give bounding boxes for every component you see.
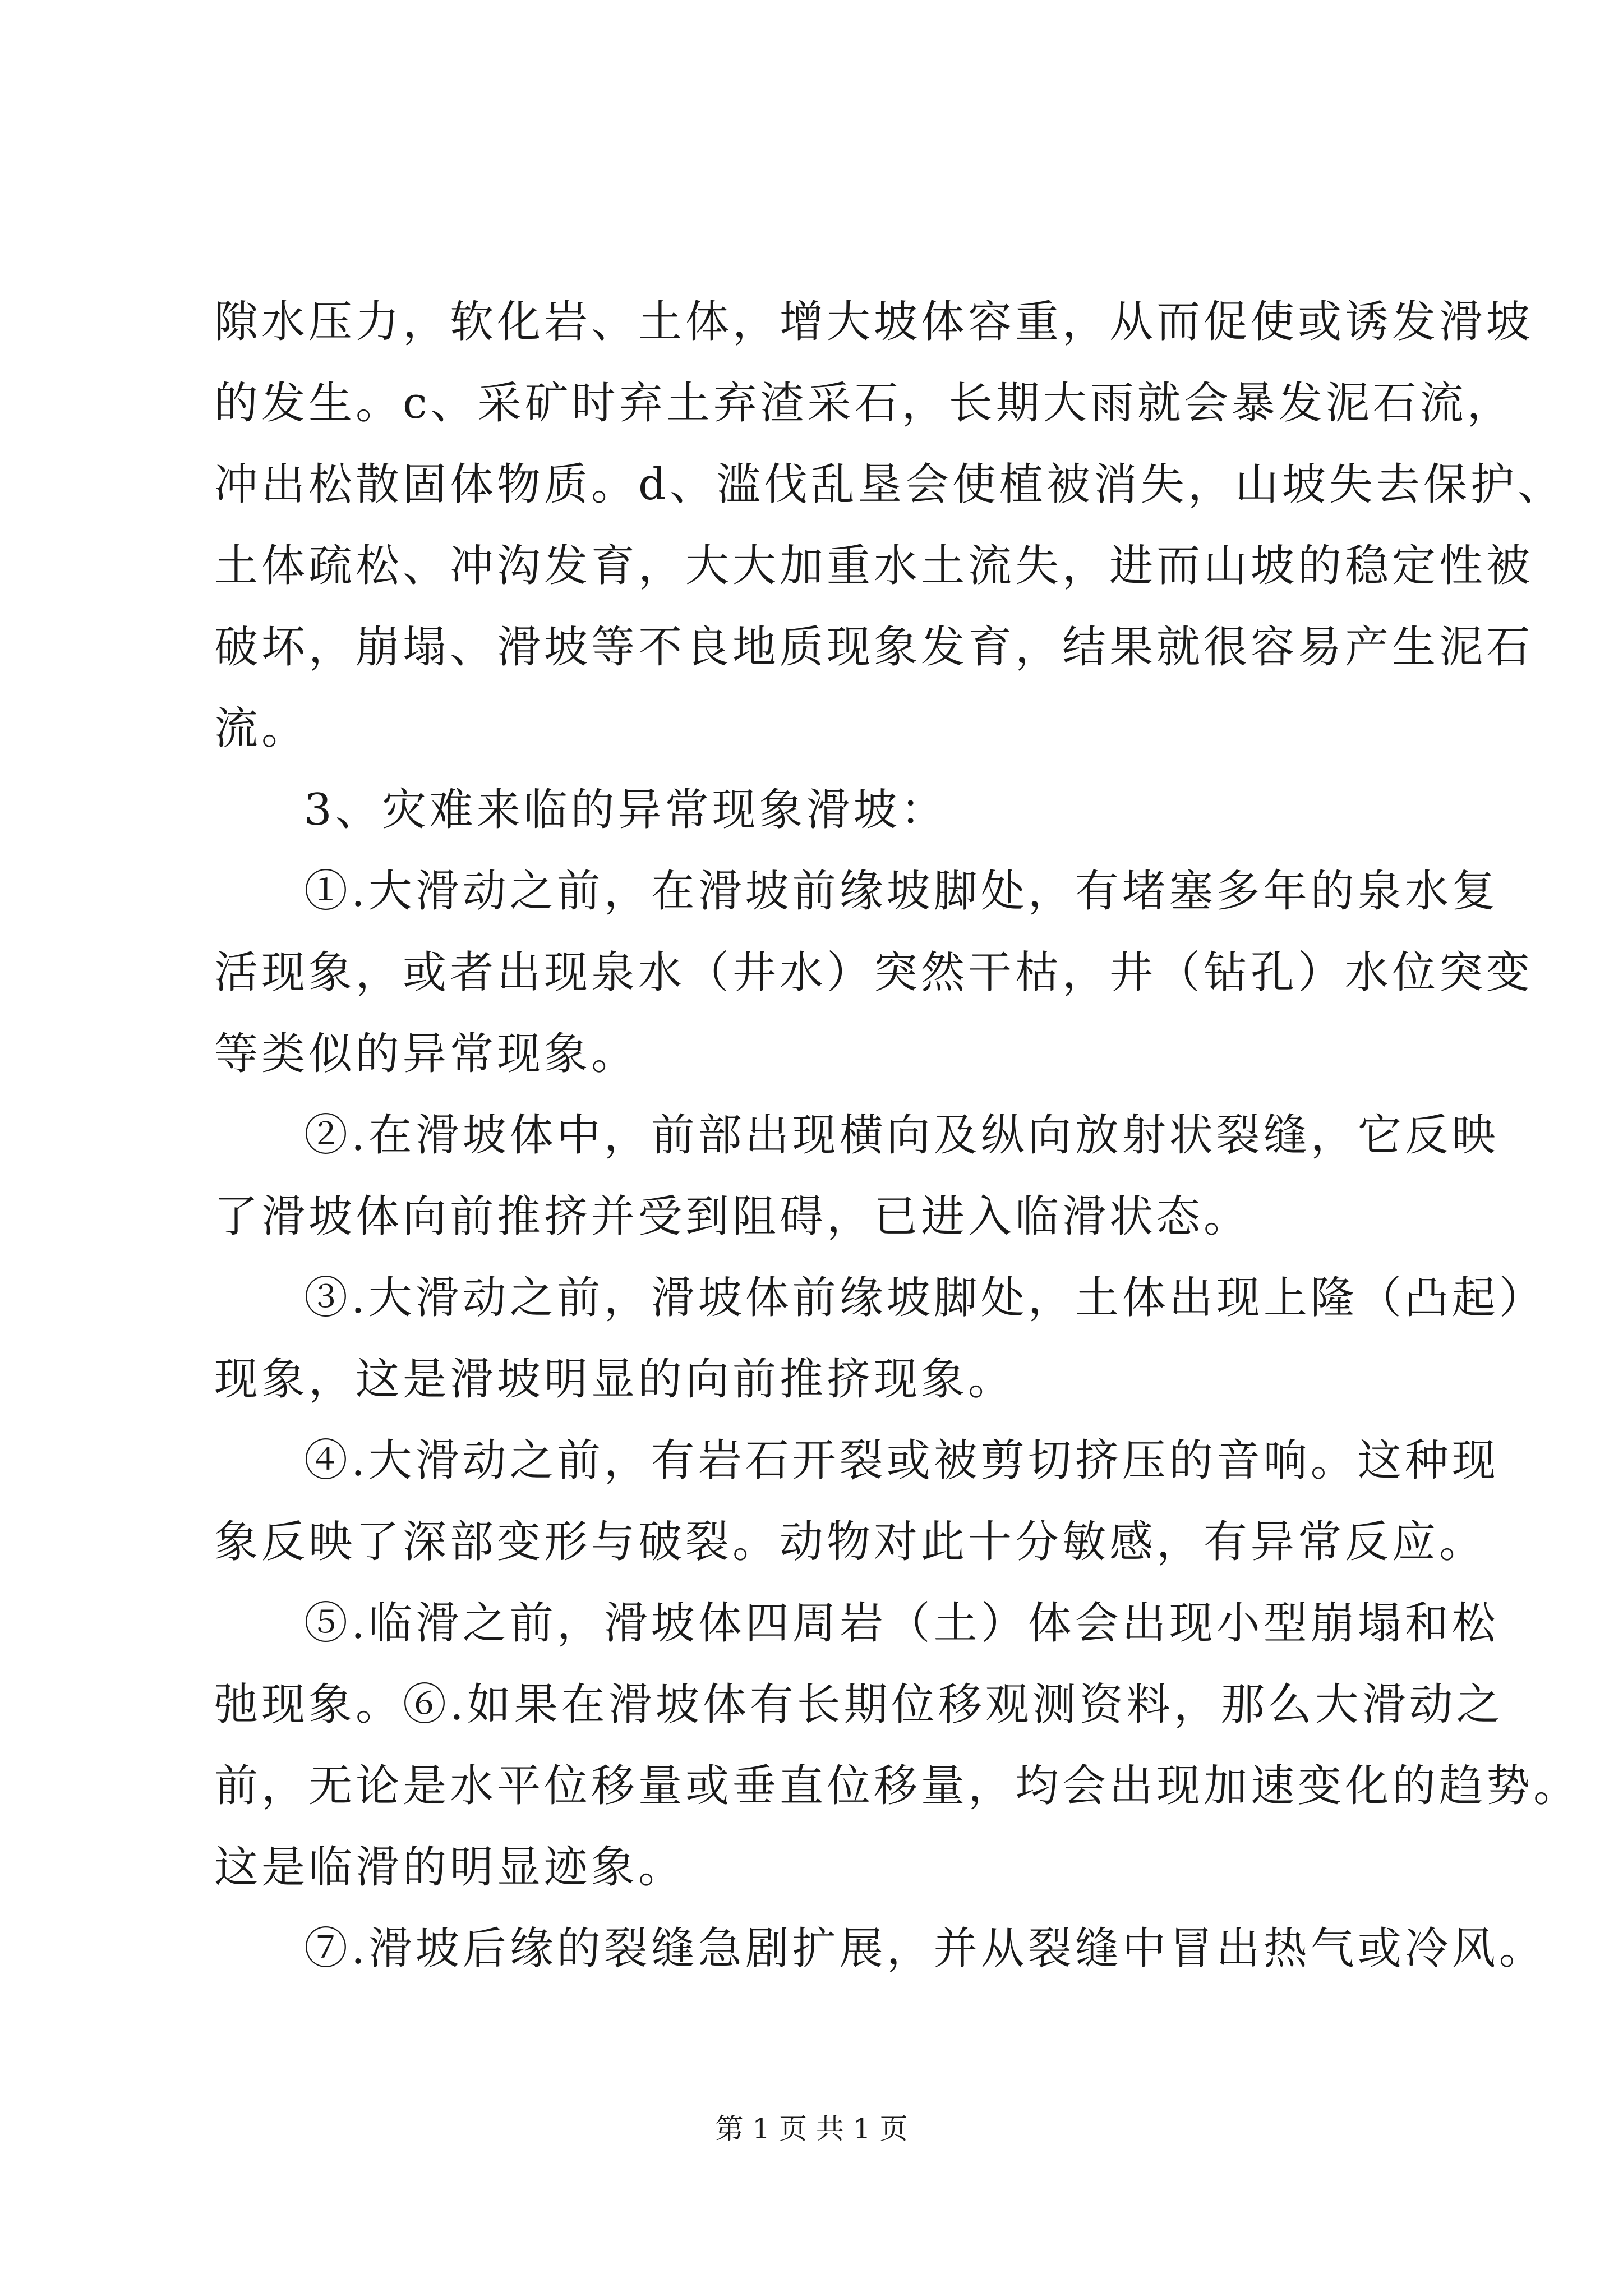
text-line: 这是临滑的明显迹象。 — [214, 1842, 686, 1893]
text-line: 的发生。c、采矿时弃土弃渣采石，长期大雨就会暴发泥石流， — [214, 378, 1514, 429]
text-line: ⑦.滑坡后缘的裂缝急剧扩展，并从裂缝中冒出热气或冷风。 — [304, 1924, 1546, 1974]
text-line: 流。 — [214, 703, 309, 754]
text-line: 了滑坡体向前推挤并受到阻碍，已进入临滑状态。 — [214, 1191, 1251, 1242]
text-line: ①.大滑动之前，在滑坡前缘坡脚处，有堵塞多年的泉水复 — [304, 866, 1499, 917]
text-line: 土体疏松、冲沟发育，大大加重水土流失，进而山坡的稳定性被 — [214, 541, 1534, 591]
text-line: ②.在滑坡体中，前部出现横向及纵向放射状裂缝，它反映 — [304, 1110, 1499, 1161]
section-heading: 3、灾难来临的异常现象滑坡： — [304, 785, 948, 835]
text-line: 象反映了深部变形与破裂。动物对此十分敏感，有异常反应。 — [214, 1517, 1487, 1567]
text-line: ③.大滑动之前，滑坡体前缘坡脚处，土体出现上隆（凸起） — [304, 1273, 1546, 1323]
page-footer: 第 1 页 共 1 页 — [715, 2113, 908, 2145]
text-line: 冲出松散固体物质。d、滥伐乱垦会使植被消失，山坡失去保护、 — [214, 459, 1565, 510]
text-line: ④.大滑动之前，有岩石开裂或被剪切挤压的音响。这种现 — [304, 1435, 1499, 1486]
text-line: ⑤.临滑之前，滑坡体四周岩（土）体会出现小型崩塌和松 — [304, 1598, 1499, 1649]
text-line: 破坏，崩塌、滑坡等不良地质现象发育，结果就很容易产生泥石 — [214, 622, 1534, 673]
text-line: 现象，这是滑坡明显的向前推挤现象。 — [214, 1354, 1016, 1405]
text-line: 等类似的异常现象。 — [214, 1029, 639, 1079]
text-line: 活现象，或者出现泉水（井水）突然干枯，井（钻孔）水位突变 — [214, 947, 1534, 998]
text-line: 弛现象。⑥.如果在滑坡体有长期位移观测资料，那么大滑动之 — [214, 1680, 1504, 1730]
text-line: 隙水压力，软化岩、土体，增大坡体容重，从而促使或诱发滑坡 — [214, 297, 1534, 347]
text-line: 前，无论是水平位移量或垂直位移量，均会出现加速变化的趋势。 — [214, 1761, 1581, 1811]
